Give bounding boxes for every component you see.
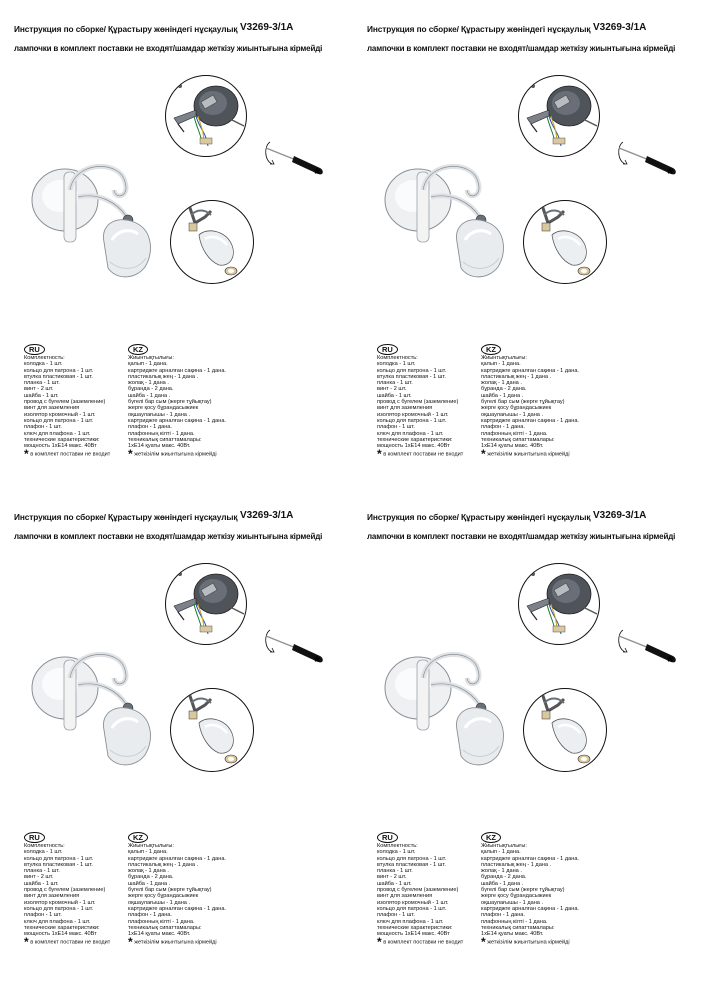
kz-list-item: картриджге арналған сақина - 1 дана. [481,367,579,374]
kz-list-item: плафонның кілті - 1 дана. [128,430,195,437]
ru-list-item: ключ для плафона - 1 шт. [377,430,444,437]
kz-list-item: бүгелі бар сым (жерге тұйықтау) [481,399,565,406]
kz-list-item: бүгелі бар сым (жерге тұйықтау) [128,399,212,406]
kz-not-included-note: жеткізілім жиынтығына кірмейді [134,451,217,458]
shade-install-diagram [524,689,606,771]
kz-list-item: оқшаулағышы - 1 дана . [128,899,191,906]
kz-list-item: қалып - 1 дана. [128,361,168,368]
kz-list-item: пластикалық жең - 1 дана . [128,861,199,868]
kz-list-item: оқшаулағышы - 1 дана . [481,411,544,418]
kz-list-item: пластикалық жең - 1 дана . [481,861,552,868]
ru-list-item: плафон - 1 шт. [377,424,415,431]
sheet-title: Инструкция по сборке/ Құрастыру жөніндегі нұсқаулық [14,24,238,34]
kz-list-item: 1хЕ14 қуаты макс. 40Вт. [128,443,191,450]
ru-list-item: шайба - 1 шт. [24,392,59,399]
screwdriver-icon [262,130,332,180]
screwdriver-icon [615,130,685,180]
ru-list-item: технические характеристики: [24,436,100,443]
ru-list-item: изолятор кромочный - 1 шт. [377,899,449,906]
kz-list-item: қалып - 1 дана. [481,849,521,856]
ru-list-item: планка - 1 шт. [24,380,60,387]
shade-install-diagram [524,201,606,283]
ru-list-item: технические характеристики: [377,924,453,931]
ru-list-item: ключ для плафона - 1 шт. [377,918,444,925]
ru-list-item: колодка - 1 шт. [377,849,416,856]
ru-list-item: мощность 1хЕ14 макс. 40Вт [24,931,97,938]
ru-list-item: ключ для плафона - 1 шт. [24,430,91,437]
kz-list-item: картриджге арналған сақина - 1 дана. [128,367,226,374]
ru-list-item: провод с бугелем (заземление) [377,399,459,406]
kz-list-item: шайба - 1 дана . [128,392,171,399]
ru-list-item: винт - 2 шт. [24,874,54,881]
kz-list-item: техникалық сипаттамалары: [128,436,202,443]
kz-list-item: бұранда - 2 дана. [128,874,174,881]
asterisk-icon: * [377,447,382,462]
kz-not-included-note: жеткізілім жиынтығына кірмейді [487,939,570,946]
ru-list-item: Комплектность: [377,355,418,361]
kz-language-badge: KZ [481,344,501,355]
instruction-sheet [10,510,340,980]
asterisk-icon: * [24,447,29,462]
instruction-sheet [10,22,340,492]
kz-list-item: Жиынтықтылығы: [128,355,174,361]
ru-list-item: кольцо для патрона - 1 шт. [24,417,94,424]
kz-language-badge: KZ [481,832,501,843]
asterisk-icon: * [667,654,674,668]
kz-contents-list [128,832,278,950]
kz-list-item: картриджге арналған сақина - 1 дана. [128,417,226,424]
ru-list-item: винт - 2 шт. [377,874,407,881]
kz-language-badge: KZ [128,832,148,843]
asterisk-icon: * [314,654,321,668]
ru-not-included-note: в комплект поставки не входит [383,939,464,946]
sheet-title: Инструкция по сборке/ Құрастыру жөніндегі нұсқаулық [367,24,591,34]
ru-list-item: планка - 1 шт. [24,868,60,875]
ru-list-item: винт - 2 шт. [24,386,54,393]
ru-list-item: провод с бугелем (заземление) [24,887,106,894]
asterisk-icon: * [377,935,382,950]
ru-list-item: изолятор кромочный - 1 шт. [377,411,449,418]
ru-list-item: мощность 1хЕ14 макс. 40Вт [24,443,97,450]
kz-list-item: 1хЕ14 қуаты макс. 40Вт. [481,931,544,938]
kz-list-item: техникалық сипаттамалары: [481,436,555,443]
kz-list-item: картриджге арналған сақина - 1 дана. [128,905,226,912]
kz-list-item: плафон - 1 дана. [481,912,525,919]
kz-list-item: жерге қосу бұрандасыжиек [481,405,552,412]
ru-list-item: кольцо для патрона - 1 шт. [24,855,94,862]
kz-list-item: картриджге арналған сақина - 1 дана. [128,855,226,862]
kz-list-item: бұранда - 2 дана. [481,386,527,393]
kz-contents-list [481,832,631,950]
ru-list-item: провод с бугелем (заземление) [24,399,106,406]
kz-list-item: жерге қосу бұрандасыжиек [128,405,199,412]
ru-list-item: шайба - 1 шт. [377,880,412,887]
kz-not-included-note: жеткізілім жиынтығына кірмейді [487,451,570,458]
ru-not-included-note: в комплект поставки не входит [383,451,464,458]
ru-list-item: Комплектность: [24,355,65,361]
ru-language-badge: RU [377,832,398,843]
kz-list-item: Жиынтықтылығы: [128,843,174,849]
kz-list-item: жолақ - 1 дана . [128,380,169,387]
asterisk-icon: * [128,447,133,462]
ru-list-item: винт для заземления [24,893,80,900]
ru-list-item: шайба - 1 шт. [377,392,412,399]
mounting-detail-circle [518,563,600,645]
ru-language-badge: RU [377,344,398,355]
wall-lamp-illustration [383,640,523,790]
screwdriver-icon [615,618,685,668]
mounting-plate-diagram [519,564,599,644]
ru-language-badge: RU [24,832,45,843]
kz-list-item: оқшаулағышы - 1 дана . [128,411,191,418]
ru-list-item: колодка - 1 шт. [24,361,63,368]
screwdriver-icon [262,618,332,668]
mounting-plate-diagram [166,564,246,644]
kz-list-item: картриджге арналған сақина - 1 дана. [481,905,579,912]
shade-detail-circle [170,200,254,284]
kz-list-item: бүгелі бар сым (жерге тұйықтау) [481,887,565,894]
ru-language-badge: RU [24,344,45,355]
ru-list-item: кольцо для патрона - 1 шт. [377,417,447,424]
sheet-title: Инструкция по сборке/ Құрастыру жөніндегі нұсқаулық [367,512,591,522]
kz-list-item: техникалық сипаттамалары: [481,924,555,931]
kz-list-item: плафон - 1 дана. [128,912,172,919]
mounting-plate-diagram [166,76,246,156]
ru-list-item: изолятор кромочный - 1 шт. [24,411,96,418]
shade-install-diagram [171,201,253,283]
kz-list-item: оқшаулағышы - 1 дана . [481,899,544,906]
ru-list-item: шайба - 1 шт. [24,880,59,887]
bulbs-not-included-note: лампочки в комплект поставки не входят/шамдар жеткізу жиынтығына кірмейді [14,532,323,541]
kz-list-item: қалып - 1 дана. [128,849,168,856]
wall-lamp-illustration [30,640,170,790]
mounting-detail-circle [165,563,247,645]
kz-list-item: жолақ - 1 дана . [128,868,169,875]
kz-list-item: 1хЕ14 қуаты макс. 40Вт. [481,443,544,450]
ru-list-item: мощность 1хЕ14 макс. 40Вт [377,443,450,450]
model-code: V3269-3/1A [240,510,294,521]
kz-list-item: жолақ - 1 дана . [481,380,522,387]
kz-list-item: плафонның кілті - 1 дана. [481,430,548,437]
ru-list-item: Комплектность: [377,843,418,849]
ru-list-item: плафон - 1 шт. [377,912,415,919]
shade-detail-circle [523,688,607,772]
kz-list-item: плафон - 1 дана. [128,424,172,431]
ru-list-item: технические характеристики: [377,436,453,443]
kz-list-item: шайба - 1 дана . [481,880,524,887]
kz-list-item: бүгелі бар сым (жерге тұйықтау) [128,887,212,894]
kz-list-item: шайба - 1 дана . [481,392,524,399]
ru-list-item: изолятор кромочный - 1 шт. [24,899,96,906]
asterisk-icon: * [24,935,29,950]
kz-list-item: картриджге арналған сақина - 1 дана. [481,855,579,862]
kz-list-item: бұранда - 2 дана. [128,386,174,393]
instruction-sheet [363,510,693,980]
asterisk-icon: * [128,935,133,950]
ru-not-included-note: в комплект поставки не входит [30,939,111,946]
ru-list-item: втулка пластиковая - 1 шт. [24,861,93,868]
kz-language-badge: KZ [128,344,148,355]
kz-list-item: пластикалық жең - 1 дана . [481,373,552,380]
ru-list-item: ключ для плафона - 1 шт. [24,918,91,925]
ru-list-item: винт для заземления [377,405,433,412]
mounting-detail-circle [518,75,600,157]
kz-list-item: шайба - 1 дана . [128,880,171,887]
kz-list-item: бұранда - 2 дана. [481,874,527,881]
kz-list-item: жерге қосу бұрандасыжиек [128,893,199,900]
bulbs-not-included-note: лампочки в комплект поставки не входят/шамдар жеткізу жиынтығына кірмейді [367,44,676,53]
wall-lamp-illustration [383,152,523,302]
mounting-plate-diagram [519,76,599,156]
ru-list-item: винт - 2 шт. [377,386,407,393]
ru-list-item: кольцо для патрона - 1 шт. [24,367,94,374]
ru-list-item: втулка пластиковая - 1 шт. [24,373,93,380]
kz-list-item: жерге қосу бұрандасыжиек [481,893,552,900]
ru-not-included-note: в комплект поставки не входит [30,451,111,458]
asterisk-icon: * [667,166,674,180]
asterisk-icon: * [481,935,486,950]
ru-list-item: колодка - 1 шт. [377,361,416,368]
kz-contents-list [481,344,631,462]
kz-contents-list [128,344,278,462]
kz-list-item: плафон - 1 дана. [481,424,525,431]
ru-list-item: винт для заземления [377,893,433,900]
wall-lamp-illustration [30,152,170,302]
kz-list-item: плафонның кілті - 1 дана. [481,918,548,925]
bulbs-not-included-note: лампочки в комплект поставки не входят/шамдар жеткізу жиынтығына кірмейді [14,44,323,53]
ru-list-item: колодка - 1 шт. [24,849,63,856]
ru-list-item: планка - 1 шт. [377,380,413,387]
kz-list-item: плафонның кілті - 1 дана. [128,918,195,925]
kz-list-item: Жиынтықтылығы: [481,355,527,361]
kz-list-item: пластикалық жең - 1 дана . [128,373,199,380]
ru-list-item: технические характеристики: [24,924,100,931]
asterisk-icon: * [481,447,486,462]
mounting-detail-circle [165,75,247,157]
ru-list-item: провод с бугелем (заземление) [377,887,459,894]
asterisk-icon: * [314,166,321,180]
ru-list-item: планка - 1 шт. [377,868,413,875]
ru-list-item: кольцо для патрона - 1 шт. [24,905,94,912]
model-code: V3269-3/1A [593,22,647,33]
kz-list-item: Жиынтықтылығы: [481,843,527,849]
kz-list-item: 1хЕ14 қуаты макс. 40Вт. [128,931,191,938]
shade-detail-circle [523,200,607,284]
kz-list-item: техникалық сипаттамалары: [128,924,202,931]
bulbs-not-included-note: лампочки в комплект поставки не входят/шамдар жеткізу жиынтығына кірмейді [367,532,676,541]
ru-list-item: винт для заземления [24,405,80,412]
ru-list-item: втулка пластиковая - 1 шт. [377,861,446,868]
ru-list-item: кольцо для патрона - 1 шт. [377,367,447,374]
ru-list-item: кольцо для патрона - 1 шт. [377,855,447,862]
kz-list-item: жолақ - 1 дана . [481,868,522,875]
sheet-title: Инструкция по сборке/ Құрастыру жөніндегі нұсқаулық [14,512,238,522]
ru-list-item: мощность 1хЕ14 макс. 40Вт [377,931,450,938]
ru-list-item: плафон - 1 шт. [24,424,62,431]
shade-detail-circle [170,688,254,772]
kz-list-item: картриджге арналған сақина - 1 дана. [481,417,579,424]
ru-list-item: плафон - 1 шт. [24,912,62,919]
instruction-sheet [363,22,693,492]
kz-list-item: қалып - 1 дана. [481,361,521,368]
shade-install-diagram [171,689,253,771]
ru-list-item: втулка пластиковая - 1 шт. [377,373,446,380]
ru-list-item: Комплектность: [24,843,65,849]
ru-list-item: кольцо для патрона - 1 шт. [377,905,447,912]
model-code: V3269-3/1A [593,510,647,521]
kz-not-included-note: жеткізілім жиынтығына кірмейді [134,939,217,946]
model-code: V3269-3/1A [240,22,294,33]
